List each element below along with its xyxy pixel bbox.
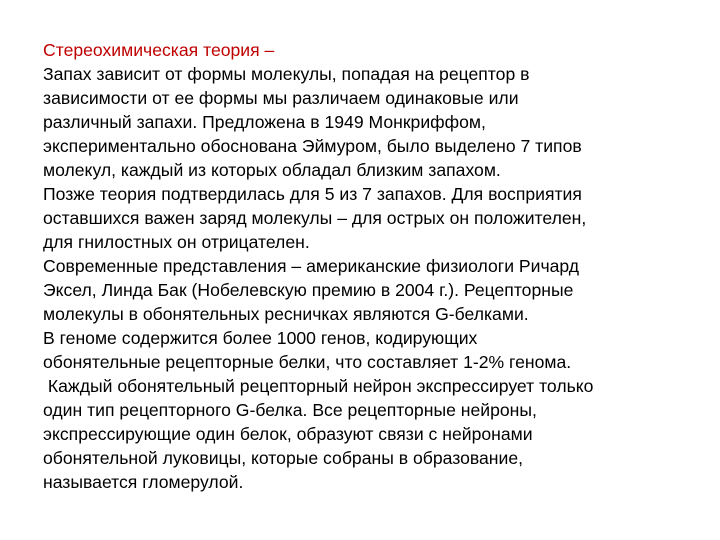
text-line: для гнилостных он отрицателен.	[43, 232, 310, 252]
text-line: В геноме содержится более 1000 генов, кодирующих	[43, 328, 478, 348]
slide-heading: Стереохимическая теория –	[43, 40, 275, 60]
text-line: молекулы в обонятельных ресничках являются G-белками.	[43, 304, 529, 324]
text-line: экспериментально обоснована Эймуром, было выделено 7 типов	[43, 136, 582, 156]
text-line: обонятельные рецепторные белки, что составляет 1-2% генома.	[43, 352, 572, 372]
slide-text-block	[43, 38, 703, 494]
text-line: оставшихся важен заряд молекулы – для острых он положителен,	[43, 208, 587, 228]
text-line: Каждый обонятельный рецепторный нейрон экспрессирует только	[43, 376, 594, 396]
text-line: Запах зависит от формы молекулы, попадая на рецептор в	[43, 64, 530, 84]
text-line: один тип рецепторного G-белка. Все рецепторные нейроны,	[43, 400, 537, 420]
text-line: обонятельной луковицы, которые собраны в образование,	[43, 448, 524, 468]
text-line: различный запахи. Предложена в 1949 Монкриффом,	[43, 112, 486, 132]
text-line: Современные представления – американские физиологи Ричард	[43, 256, 580, 276]
text-line: Позже теория подтвердилась для 5 из 7 запахов. Для восприятия	[43, 184, 582, 204]
text-line: экспрессирующие один белок, образуют связи с нейронами	[43, 424, 533, 444]
text-line: зависимости от ее формы мы различаем одинаковые или	[43, 88, 519, 108]
text-line: Эксел, Линда Бак (Нобелевскую премию в 2004 г.). Рецепторные	[43, 280, 574, 300]
text-line: молекул, каждый из которых обладал близким запахом.	[43, 160, 501, 180]
text-line: называется гломерулой.	[43, 472, 244, 492]
